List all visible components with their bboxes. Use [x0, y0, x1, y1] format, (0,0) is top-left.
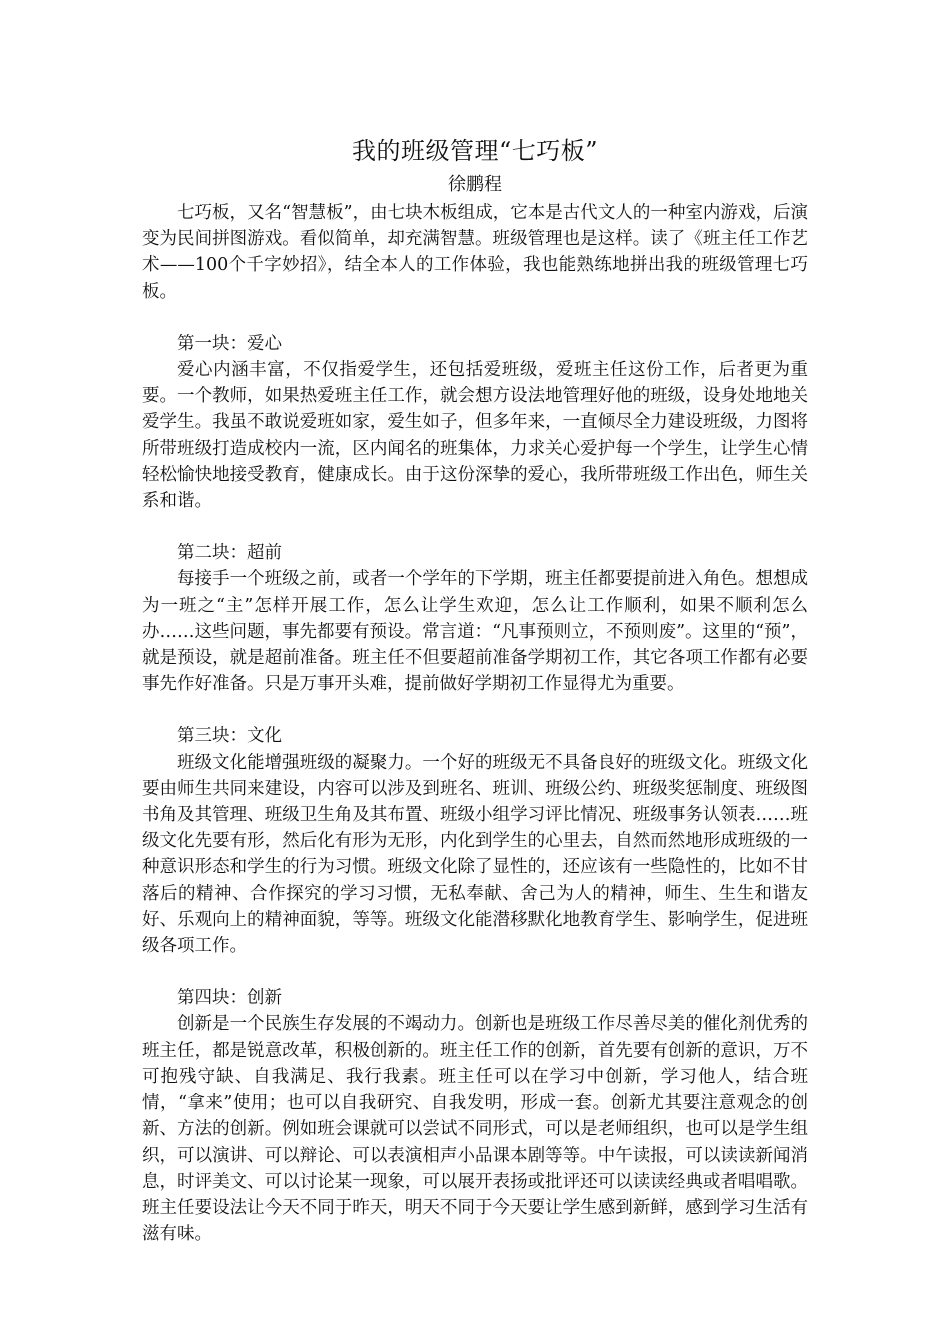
section-heading-1: 第一块：爱心 — [177, 333, 282, 354]
document-content — [142, 130, 808, 1247]
section-heading-2: 第二块：超前 — [177, 543, 282, 564]
section-body-1: 爱心内涵丰富，不仅指爱学生，还包括爱班级，爱班主任这份工作，后者更为重要。一个教师，如果热爱班主任工作，就会想方设法地管理好他的班级，设身处地地关爱学生。我虽不敢说爱班如家，爱生如子，但多年来，一直倾尽全力建设班级，力图将所带班级打造成校内一流，区内闻名的班集体，力求关心爱护每一个学生，让学生心情轻松愉快地接受教育，健康成长。由于这份深挚的爱心，我所带班级工作出色，师生关系和谐。 — [142, 360, 808, 512]
author-name: 徐鹏程 — [448, 174, 502, 195]
section-heading-3: 第三块：文化 — [177, 726, 282, 747]
section-body-3: 班级文化能增强班级的凝聚力。一个好的班级无不具备良好的班级文化。班级文化要由师生共同来建设，内容可以涉及到班名、班训、班级公约、班级奖惩制度、班级图书角及其管理、班级卫生角及其布置、班级小组学习评比情况、班级事务认领表……班级文化先要有形，然后化有形为无形，内化到学生的心里去，自然而然地形成班级的一种意识形态和学生的行为习惯。班级文化除了显性的，还应该有一些隐性的，比如不甘落后的精神、合作探究的学习习惯，无私奉献、舍己为人的精神，师生、生生和谐友好、乐观向上的精神面貌，等等。班级文化能潜移默化地教育学生、影响学生，促进班级各项工作。 — [142, 752, 808, 957]
page-title: 我的班级管理“七巧板” — [351, 137, 599, 165]
section-heading-4: 第四块：创新 — [177, 988, 282, 1009]
section-body-4: 创新是一个民族生存发展的不竭动力。创新也是班级工作尽善尽美的催化剂优秀的班主任，都是锐意改革，积极创新的。班主任工作的创新，首先要有创新的意识，万不可抱残守缺、自我满足、我行我素。班主任可以在学习中创新，学习他人，结合班情，“拿来”使用；也可以自我研究、自我发明，形成一套。创新尤其要注意观念的创新、方法的创新。例如班会课就可以尝试不同形式，可以是老师组织，也可以是学生组织，可以演讲、可以辩论、可以表演相声小品课本剧等等。中午读报，可以读读新闻消息，时评美文、可以讨论某一现象，可以展开表扬或批评还可以读读经典或者唱唱歌。班主任要设法让今天不同于昨天，明天不同于今天要让学生感到新鲜，感到学习生活有滋有味。 — [142, 1014, 808, 1245]
intro-paragraph: 七巧板，又名“智慧板”，由七块木板组成，它本是古代文人的一种室内游戏，后演变为民间拼图游戏。看似简单，却充满智慧。班级管理也是这样。读了《班主任工作艺术——100个千字妙招》，结全本人的工作体验，我也能熟练地拼出我的班级管理七巧板。 — [142, 203, 808, 302]
section-body-2: 每接手一个班级之前，或者一个学年的下学期，班主任都要提前进入角色。想想成为一班之“主”怎样开展工作，怎么让学生欢迎，怎么让工作顺利，如果不顺利怎么办……这些问题，事先都要有预设。常言道：“凡事预则立，不预则废”。这里的“预”，就是预设，就是超前准备。班主任不但要超前准备学期初工作，其它各项工作都有必要事先作好准备。只是万事开头难，提前做好学期初工作显得尤为重要。 — [142, 569, 808, 695]
